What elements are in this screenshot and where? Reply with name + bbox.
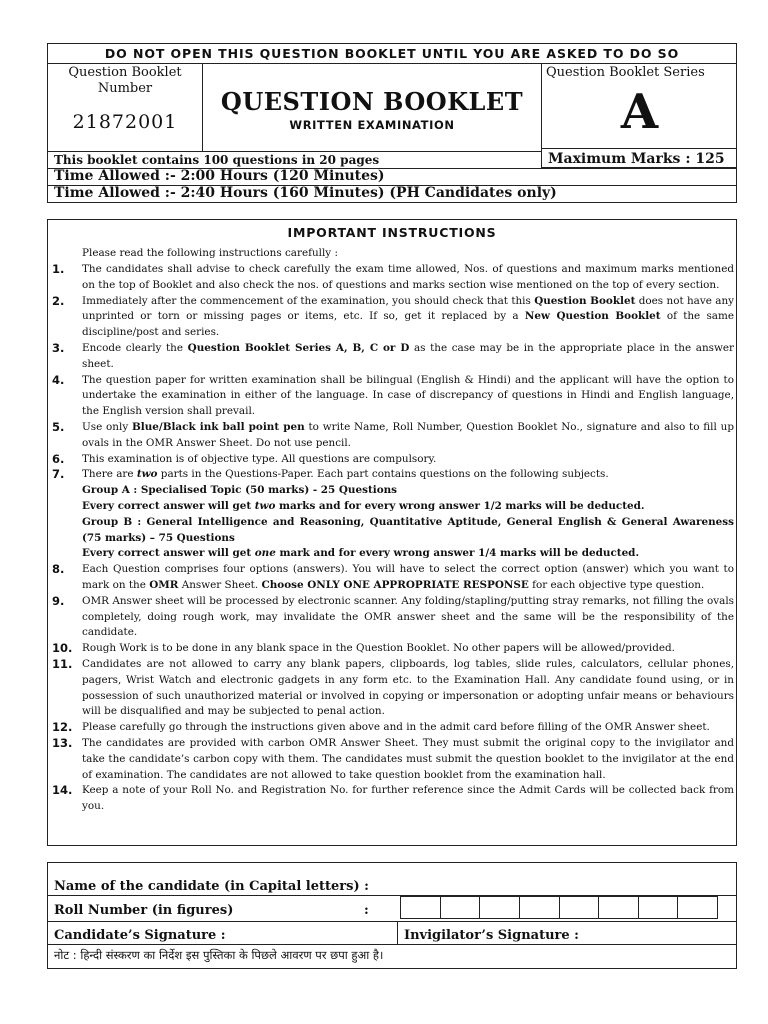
- instructions-title: IMPORTANT INSTRUCTIONS: [287, 225, 497, 240]
- rule-text: Every correct answer will get: [82, 499, 255, 512]
- roll-digit-box[interactable]: [559, 897, 599, 918]
- item-text: Please carefully go through the instructions given above and in the admit card before filling of the OMR Answer sheet.: [82, 721, 710, 734]
- roll-digit-box[interactable]: [519, 897, 559, 918]
- instruction-item: [52, 467, 734, 562]
- group-a-rule: [82, 500, 645, 512]
- rule-text: Every correct answer will get: [82, 547, 255, 560]
- booklet-header: [47, 43, 737, 203]
- rule-text: marks and for every wrong answer 1/2 marks will be deducted.: [275, 499, 645, 512]
- item-text: parts in the Questions-Paper. Each part contains questions on the following subjects.: [157, 468, 609, 481]
- invigilator-signature-label: Invigilator’s Signature :: [404, 928, 579, 943]
- roll-number-boxes[interactable]: [400, 896, 718, 919]
- hindi-note: नोट : हिन्दी संस्करण का निर्देश इस पुस्तिका के पिछले आवरण पर छपा हुआ है।: [54, 948, 384, 962]
- roll-digit-box[interactable]: [479, 897, 519, 918]
- roll-digit-box[interactable]: [440, 897, 480, 918]
- item-text: Encode clearly the: [82, 341, 188, 354]
- item-number: 14.: [52, 783, 73, 798]
- divider: [397, 921, 398, 944]
- rule-emphasis: two: [254, 499, 276, 512]
- instruction-item: [52, 783, 734, 815]
- divider: [48, 944, 736, 945]
- group-a-heading: Group A : Specialised Topic (50 marks) - 25 Questions: [82, 484, 398, 497]
- instruction-item: [52, 373, 734, 420]
- item-number: 7.: [52, 467, 65, 482]
- candidate-name-label: Name of the candidate (in Capital letters) :: [54, 879, 369, 894]
- item-text: to write Name, Roll Number, Question Booklet No., signature and also to fill up ovals in the OMR Answer Sheet. Do not use pencil.: [82, 420, 734, 449]
- item-text-bold: Choose ONLY ONE APPROPRIATE RESPONSE: [261, 578, 529, 591]
- roll-digit-box[interactable]: [638, 897, 678, 918]
- roll-digit-box[interactable]: [677, 897, 717, 918]
- item-text: Immediately after the commencement of the examination, you should check that this: [82, 294, 535, 307]
- item-number: 5.: [52, 419, 65, 434]
- item-number: 11.: [52, 656, 73, 671]
- item-text: does not have any unprinted or torn or missing pages or items, etc. If so, get it replaced by a: [82, 294, 735, 323]
- instruction-item: [52, 594, 734, 641]
- item-text: The candidates are provided with carbon OMR Answer Sheet. They must submit the original copy to the invigilator and take the candidate’s carbon copy with them. The candidates must submit the question booklet to the invigilator at the end of examination. The candidates are not allowed to take question booklet from the examination hall.: [82, 736, 734, 781]
- roll-number-colon: :: [364, 903, 369, 918]
- candidate-signature-label: Candidate’s Signature :: [54, 928, 226, 943]
- item-number: 3.: [52, 340, 65, 355]
- item-number: 4.: [52, 372, 65, 387]
- item-text: Answer Sheet.: [178, 578, 262, 591]
- instructions-list: [52, 262, 734, 815]
- instruction-item: [52, 420, 734, 452]
- series-label: Question Booklet Series: [546, 65, 705, 80]
- roll-digit-box[interactable]: [401, 897, 440, 918]
- item-number: 10.: [52, 641, 73, 656]
- item-number: 12.: [52, 720, 73, 735]
- item-text-bold: New Question Booklet: [524, 310, 661, 323]
- group-b-heading: Group B : General Intelligence and Reasoning, Quantitative Aptitude, General English & General Awareness (75 marks) – 75 Questions: [82, 515, 734, 544]
- title-cell: [203, 63, 541, 152]
- booklet-title: QUESTION BOOKLET: [220, 87, 524, 116]
- roll-digit-box[interactable]: [598, 897, 638, 918]
- item-text-bold: Question Booklet: [534, 294, 636, 307]
- time-allowed-ph: Time Allowed :- 2:40 Hours (160 Minutes) (PH Candidates only): [54, 185, 557, 201]
- item-text: for each objective type question.: [528, 578, 705, 591]
- item-text-bold: Question Booklet Series A, B, C or D: [187, 341, 410, 354]
- instruction-item: [52, 562, 734, 594]
- divider: [48, 921, 736, 922]
- instruction-item: [52, 657, 734, 720]
- item-text: Candidates are not allowed to carry any blank papers, clipboards, log tables, slide rules, calculators, cellular phones, pagers, Wrist Watch and electronic gadgets in any form etc. to the Examination Hall. Any candidate found using, or in possession of such unauthorized material or involved in copying or impersonation or adopting unfair means or behaviours will be disqualified and may be subjected to penal action.: [82, 657, 734, 718]
- item-number: 13.: [52, 735, 73, 750]
- item-text: Use only: [82, 420, 132, 433]
- group-b-rule: [82, 547, 639, 559]
- pages-info: This booklet contains 100 questions in 20 pages: [54, 153, 380, 167]
- item-text: of the same discipline/post and series.: [82, 310, 734, 339]
- item-text: Keep a note of your Roll No. and Registration No. for further reference since the Admit Cards will be collected back from you.: [82, 784, 734, 813]
- item-number: 6.: [52, 451, 65, 466]
- item-text: The candidates shall advise to check carefully the exam time allowed, Nos. of questions and maximum marks mentioned on the top of Booklet and also check the nos. of questions and marks section wise mentioned on the top of every section.: [82, 263, 734, 291]
- time-allowed: Time Allowed :- 2:00 Hours (120 Minutes): [54, 168, 385, 184]
- instructions-intro: Please read the following instructions carefully :: [82, 247, 338, 259]
- booklet-number-label: Question Booklet Number: [68, 65, 182, 96]
- item-number: 8.: [52, 562, 65, 577]
- item-text: Rough Work is to be done in any blank space in the Question Booklet. No other papers will be allowed/provided.: [82, 642, 675, 655]
- item-text: as the case may be in the appropriate place in the answer sheet.: [82, 341, 734, 370]
- item-text-emphasis: two: [136, 468, 158, 481]
- item-text-bold: Blue/Black ink ball point pen: [132, 420, 305, 433]
- item-number: 9.: [52, 593, 65, 608]
- item-text: The question paper for written examination shall be bilingual (English & Hindi) and the applicant will have the option to undertake the examination in either of the language. In case of discrepancy of questions in Hindi and English language, the English version shall prevail.: [82, 373, 734, 418]
- item-number: 1.: [52, 262, 65, 276]
- maximum-marks: Maximum Marks : 125: [541, 148, 736, 168]
- instruction-item: [52, 341, 734, 373]
- booklet-number-value: 21872001: [72, 111, 178, 133]
- booklet-number-cell: [48, 63, 203, 152]
- instruction-item: [52, 262, 734, 294]
- series-cell: [541, 63, 737, 152]
- item-text: This examination is of objective type. All questions are compulsory.: [82, 452, 437, 465]
- rule-text: mark and for every wrong answer 1/4 marks will be deducted.: [275, 547, 640, 560]
- instruction-item: [52, 736, 734, 783]
- instruction-item: [52, 452, 734, 468]
- series-letter: A: [620, 84, 659, 140]
- instruction-item: [52, 294, 734, 341]
- instruction-item: [52, 641, 734, 657]
- item-text: OMR Answer sheet will be processed by electronic scanner. Any folding/stapling/putting stray remarks, not filling the ovals completely, doing rough work, may invalidate the OMR answer sheet and the same will be the responsibility of the candidate.: [82, 594, 734, 639]
- candidate-details-box: [47, 862, 737, 969]
- instructions-box: [47, 219, 737, 846]
- warning-banner: DO NOT OPEN THIS QUESTION BOOKLET UNTIL YOU ARE ASKED TO DO SO: [48, 44, 736, 64]
- item-number: 2.: [52, 293, 65, 308]
- roll-number-label: Roll Number (in figures): [54, 903, 234, 918]
- item-text: There are: [82, 468, 137, 481]
- item-text: Each Question comprises four options (answers). You will have to select the correct option (answer) which you want to mark on the: [82, 563, 734, 591]
- booklet-subtitle: WRITTEN EXAMINATION: [289, 118, 455, 132]
- item-text-bold: OMR: [149, 578, 179, 591]
- instruction-item: [52, 720, 734, 736]
- rule-emphasis: one: [254, 547, 276, 560]
